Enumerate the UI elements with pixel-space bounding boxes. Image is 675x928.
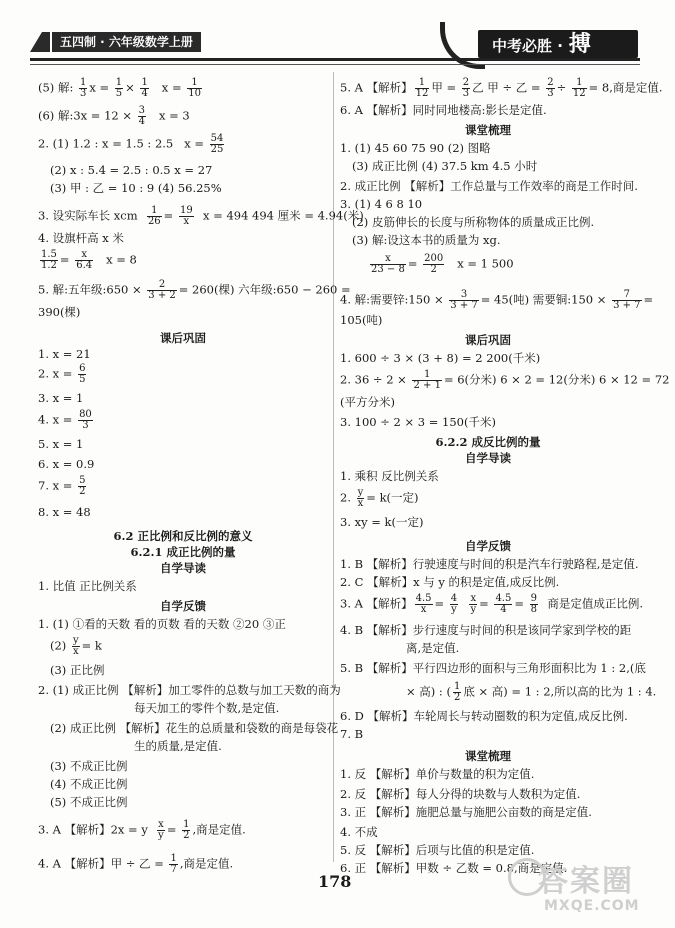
header-tab-cap bbox=[30, 32, 50, 52]
answer-line: 1. 反 【解析】单价与数量的积为定值. bbox=[340, 767, 535, 781]
answer-line: 3. 正 【解析】施肥总量与施肥公亩数的商是定值. bbox=[340, 805, 592, 819]
answer-line: 4. 设旗杆高 x 米 bbox=[38, 231, 124, 245]
answer-line: 4. A 【解析】甲 ÷ 乙 = $\frac{1}{7}$ ,商是定值. bbox=[38, 853, 234, 875]
answer-line: 1. 乘积 反比例关系 bbox=[340, 469, 439, 483]
answer-line: $\frac{1.5}{1.2}$ = $\frac{x}{6.4}$ x = 8 bbox=[41, 249, 137, 271]
answer-line: 5. x = 1 bbox=[38, 437, 84, 451]
answer-line: (2) x : 5.4 = 2.5 : 0.5 x = 27 bbox=[50, 163, 213, 177]
answer-line: (3) 解:设这本书的质量为 xg. bbox=[352, 233, 501, 247]
answer-line: 3. 100 ÷ 2 × 3 = 150(千米) bbox=[340, 415, 496, 429]
answer-line: 1. 比值 正比例关系 bbox=[38, 579, 137, 593]
brand-prefix: 中考必胜 · bbox=[492, 37, 563, 55]
answer-line: 2. 36 ÷ 2 × $\frac{1}{2 + 1}$ = 6(分米) 6 × 2 = 12(分米) 6 × 12 = 72 bbox=[340, 369, 670, 391]
answer-line: 3. (1) 4 6 8 10 bbox=[340, 197, 423, 211]
answer-line: 5. 反 【解析】后项与比值的积是定值. bbox=[340, 843, 535, 857]
brand-char: 搏 bbox=[568, 31, 591, 57]
page-header bbox=[0, 0, 675, 72]
answer-line: 6. 正 【解析】甲数 ÷ 乙数 = 0.8,商是定值. bbox=[340, 861, 568, 875]
answer-line: 1. 600 ÷ 3 × (3 + 8) = 2 200(千米) bbox=[340, 351, 541, 365]
answer-line: (2) 皮筋伸长的长度与所称物体的质量成正比例. bbox=[352, 215, 595, 229]
answer-line: 4. 不成 bbox=[340, 825, 378, 839]
answer-line: × 高) : ( $\frac{1}{2}$ 底 × 高) = 1 : 2,所以高的比为 1 : 4. bbox=[406, 681, 657, 703]
watermark-text: 答案圈 bbox=[538, 864, 634, 899]
watermark bbox=[508, 856, 658, 918]
answer-line: 3. 设实际车长 xcm $\frac{1}{26}$ = $\frac{19}{x}$ x = 494 494 厘米 = 4.94(米) bbox=[38, 205, 364, 227]
answer-line: 1. x = 21 bbox=[38, 347, 91, 361]
answer-line: 2. (1) 1.2 : x = 1.5 : 2.5 x = $\frac{54}{25}$ bbox=[38, 133, 224, 155]
answer-line: 3. x = 1 bbox=[38, 391, 84, 405]
answer-line: 8. x = 48 bbox=[38, 505, 91, 519]
answer-line: (3) 甲 : 乙 = 10 : 9 (4) 56.25% bbox=[50, 181, 222, 195]
answer-line: 1. (1) 45 60 75 90 (2) 图略 bbox=[340, 141, 491, 155]
answer-line: (3) 成正比例 (4) 37.5 km 4.5 小时 bbox=[352, 159, 538, 173]
section-heading: 自学反馈 bbox=[465, 539, 511, 553]
answer-line: 每天加工的零件个数,是定值. bbox=[134, 701, 280, 715]
answer-line: (2) 成正比例 【解析】花生的总质量和袋数的商是每袋花 bbox=[50, 721, 339, 735]
answer-line: 3. xy = k(一定) bbox=[340, 515, 424, 529]
header-rule bbox=[30, 58, 640, 61]
header-brand bbox=[478, 30, 638, 58]
answer-line: 3. A 【解析】 $\frac{4.5}{x}$ = $\frac{4}{y}$ $\frac{x}{y}$ = $\frac{4.5}{4}$ = $\frac{9}{8}$ 商是定值成正比例. bbox=[340, 593, 643, 615]
answer-line: 5. A 【解析】 $\frac{1}{12}$ 甲 = $\frac{2}{3}$ 乙 甲 ÷ 乙 = $\frac{2}{3}$ ÷ $\frac{1}{12}$ = 8,商是定值. bbox=[340, 77, 663, 99]
answer-line: 1. (1) ①看的天数 看的页数 看的天数 ②20 ③正 bbox=[38, 617, 286, 631]
answer-line: 4. 解:需要锌:150 × $\frac{3}{3 + 7}$ = 45(吨) 需要铜:150 × $\frac{7}{3 + 7}$ = bbox=[340, 289, 654, 311]
answer-line: 1. B 【解析】行驶速度与时间的积是汽车行驶路程,是定值. bbox=[340, 557, 639, 571]
answer-line: (平方分米) bbox=[340, 395, 395, 409]
answer-line: (4) 不成正比例 bbox=[50, 777, 128, 791]
answer-line: 4. x = $\frac{80}{3}$ bbox=[38, 409, 92, 431]
section-title: 6.2 正比例和反比例的意义 bbox=[113, 529, 253, 543]
answer-line: (5) 不成正比例 bbox=[50, 795, 128, 809]
answer-line: (3) 正比例 bbox=[50, 663, 105, 677]
column-divider bbox=[333, 72, 334, 862]
answer-line: 5. 解:五年级:650 × $\frac{2}{3 + 2}$ = 260(棵) 六年级:650 − 260 = bbox=[38, 279, 351, 301]
answer-line: 3. A 【解析】2x = y $\frac{x}{y}$ = $\frac{1}{2}$ ,商是定值. bbox=[38, 819, 246, 841]
watermark-url: MXQE.COM bbox=[544, 898, 640, 914]
answer-line: 6. A 【解析】同时同地楼高:影长是定值. bbox=[340, 103, 547, 117]
answer-line: 4. B 【解析】步行速度与时间的积是该同学家到学校的距 bbox=[340, 623, 632, 637]
answer-line: 2. x = $\frac{6}{5}$ bbox=[38, 363, 86, 385]
answer-line: 2. $\frac{y}{x}$ = k(一定) bbox=[340, 487, 419, 509]
answer-line: 5. B 【解析】平行四边形的面积与三角形面积比为 1 : 2,(底 bbox=[340, 661, 646, 675]
header-rule-thin bbox=[30, 64, 640, 65]
header-book-title: 五四制 · 六年级数学上册 bbox=[52, 32, 201, 52]
answer-line: (3) 不成正比例 bbox=[50, 759, 128, 773]
answer-line: 6. D 【解析】车轮周长与转动圈数的积为定值,成反比例. bbox=[340, 709, 628, 723]
answer-line: 7. B bbox=[340, 727, 364, 741]
answer-line: (6) 解:3x = 12 × $\frac{3}{4}$ x = 3 bbox=[38, 105, 190, 127]
section-heading: 课后巩固 bbox=[465, 333, 511, 347]
section-heading: 自学反馈 bbox=[160, 599, 206, 613]
subsection-title: 6.2.2 成反比例的量 bbox=[435, 435, 541, 449]
subsection-title: 6.2.1 成正比例的量 bbox=[130, 545, 236, 559]
section-heading: 课后巩固 bbox=[160, 331, 206, 345]
answer-line: 2. (1) 成正比例 【解析】加工零件的总数与加工天数的商为 bbox=[38, 683, 341, 697]
answer-line: 2. 成正比例 【解析】工作总量与工作效率的商是工作时间. bbox=[340, 179, 638, 193]
section-heading: 课堂梳理 bbox=[465, 123, 511, 137]
answer-line: (2) $\frac{y}{x}$ = k bbox=[50, 635, 102, 657]
section-heading: 自学导读 bbox=[160, 561, 206, 575]
answer-line: 6. x = 0.9 bbox=[38, 457, 95, 471]
answer-line: 生的质量,是定值. bbox=[134, 739, 222, 753]
section-heading: 自学导读 bbox=[465, 451, 511, 465]
answer-line: 2. C 【解析】x 与 y 的积是定值,成反比例. bbox=[340, 575, 560, 589]
page-number: 178 bbox=[318, 872, 352, 891]
answer-line: 7. x = $\frac{5}{2}$ bbox=[38, 475, 86, 497]
section-heading: 课堂梳理 bbox=[465, 749, 511, 763]
answer-line: 105(吨) bbox=[340, 313, 383, 327]
answer-line: (5) 解: $\frac{1}{3}$ x = $\frac{1}{5}$ × $\frac{1}{4}$ x = $\frac{1}{10}$ bbox=[38, 77, 201, 99]
answer-line: 390(棵) bbox=[38, 305, 81, 319]
answer-line: 2. 反 【解析】每人分得的块数与人数积为定值. bbox=[340, 787, 581, 801]
answer-line: $\frac{x}{23 - 8}$ = $\frac{200}{2}$ x = 1 500 bbox=[371, 253, 514, 275]
answer-line: 离,是定值. bbox=[406, 641, 460, 655]
